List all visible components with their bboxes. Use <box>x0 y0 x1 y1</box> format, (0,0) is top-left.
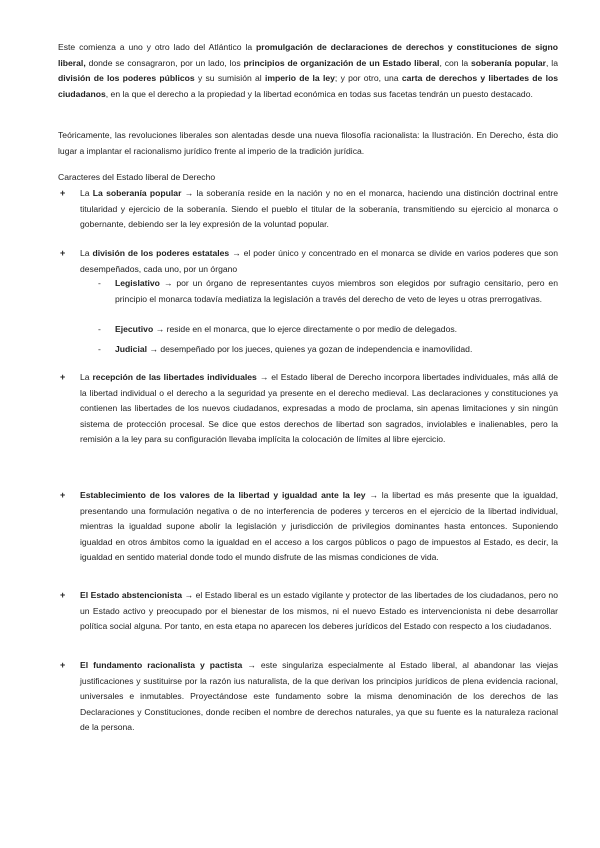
text-run: , con la <box>439 57 472 68</box>
item-title: Establecimiento de los valores de la libertad y igualdad ante la ley <box>80 490 366 500</box>
item-title: recepción de las libertades individuales <box>92 372 257 382</box>
item-body: → la soberanía reside en la nación y no en el monarca, haciendo una distinción doctrinal entre titularidad y ejercicio de la soberanía. Siendo el pueblo el titular de la soberanía, transmitiendo su ejercicio al monarca o gobernante, debiendo ser la ley expresión de la voluntad popular. <box>80 188 558 229</box>
list-item-fundamento <box>58 658 558 736</box>
text-run: Este comienza a uno y otro lado del Atlántico la <box>58 42 257 52</box>
item-title: El fundamento racionalista y pactista <box>80 660 243 670</box>
item-body: → este singulariza especialmente al Estado liberal, al abandonar las viejas justificaciones y sustituirse por la razón ius naturalista, de la que derivan los principios jurídicos de plena evidencia racional, universales e inmutables. Proyectándose este fundamento sobre la misma denominación de los derechos de las Declaraciones y Constituciones, donde reciben el nombre de derechos naturales, ya que su fuente es la naturaleza racional de la persona. <box>80 660 558 732</box>
sub-item-ejecutivo <box>98 322 558 338</box>
bold-run: soberanía popular <box>471 57 547 68</box>
text-run: La <box>80 188 93 198</box>
bold-run: carta de derechos y libertades de los ciudadanos <box>58 73 558 99</box>
plus-bullet-icon: + <box>60 660 66 670</box>
text-run: ; y por otro, una <box>334 73 402 83</box>
item-title: El Estado abstencionista <box>80 590 182 600</box>
item-title: división de los poderes estatales <box>92 248 230 258</box>
list-item-libertades <box>58 370 558 448</box>
plus-bullet-icon: + <box>60 590 66 600</box>
plus-bullet-icon: + <box>60 188 66 198</box>
item-body: → la libertad es más presente que la igualdad, presentando una formulación negativa o de no interferencia de poderes y terceros en el ejercicio de la libertad individual, mientras la igualdad supone abolir la legislación y jurisdicción de privilegios dominantes hasta entonces. Suponiendo igualdad en otros ámbitos como la igualdad en el acceso a los cargos públicos o pago de impuestos al Estado, es decir, la igualdad en sentido material donde todo el mundo disfrute de las mismas condiciones de vida. <box>80 490 559 562</box>
sub-item-judicial <box>98 342 558 358</box>
item-body: → el Estado liberal de Derecho incorpora libertades individuales, más allá de la libertad individual o el derecho a la seguridad ya presente en el derecho medieval. Las declaraciones y constituciones ya contienen las libertades de los nuevos ciudadanos, expresadas a modo de proclama, sin apenas limitaciones y sin ningún sistema de protección procesal. Se dice que estos derechos de libertad son sagrados, inviolables e inalienables, pero la remisión a la ley para su configuración llevaba implícita la colocación de límites al libre ejercicio. <box>80 372 558 444</box>
sub-item-legislativo <box>98 276 558 307</box>
sub-item-title: Ejecutivo <box>115 324 154 334</box>
section-heading: Caracteres del Estado liberal de Derecho <box>58 172 216 182</box>
plus-bullet-icon: + <box>60 248 66 258</box>
text-run: , en la que el derecho a la propiedad y la libertad económica en todas sus facetas tendrán un puesto destacado. <box>105 88 533 99</box>
plus-bullet-icon: + <box>60 490 66 500</box>
intro-paragraph-2: Teóricamente, las revoluciones liberales son alentadas desde una nueva filosofía racionalista: la Ilustración. En Derecho, ésta dio lugar a implantar el racionalismo jurídico frente al imperio de la tradición jurídica. <box>58 130 558 156</box>
dash-bullet-icon: - <box>98 324 101 334</box>
text-run: donde se consagraron, por un lado, los <box>85 57 244 68</box>
bold-run: principios de organización de un Estado liberal <box>243 57 440 68</box>
sub-item-title: Judicial <box>115 344 147 354</box>
list-item-libertad-igualdad <box>58 488 558 566</box>
item-body: → el Estado liberal es un estado vigilante y protector de las libertades de los ciudadanos, pero no un Estado activo y preocupado por el bienestar de los mismos, ni el nuevo Estado es intervencionista ni debe desarrollar política social alguna. Por tanto, en esta etapa no aparecen los deberes jurídicos del Estado con respecto a los ciudadanos. <box>80 590 558 631</box>
intro-paragraph-1 <box>58 40 558 102</box>
list-item-division-poderes <box>58 246 558 277</box>
sub-item-body: → reside en el monarca, que lo ejerce directamente o por medio de delegados. <box>153 324 458 334</box>
bold-run: división de los poderes públicos <box>58 73 195 83</box>
item-body: → el poder único y concentrado en el monarca se divide en varios poderes que son desempeñados, cada uno, por un órgano <box>80 248 558 274</box>
list-item-abstencionista <box>58 588 558 635</box>
sub-item-title: Legislativo <box>115 278 160 288</box>
text-run: La <box>80 372 93 382</box>
plus-bullet-icon: + <box>60 372 66 382</box>
text-run: y su sumisión al <box>194 73 265 83</box>
bold-run: imperio de la ley <box>264 73 335 83</box>
list-item-soberania <box>58 186 558 233</box>
dash-bullet-icon: - <box>98 278 101 288</box>
text-run: La <box>80 248 93 258</box>
sub-item-body: → por un órgano de representantes cuyos miembros son elegidos por sufragio censitario, pero en principio el monarca todavía mediatiza la legislación a través del derecho de veto de leyes u otras prerrogativas. <box>115 278 558 304</box>
bold-run: promulgación de declaraciones de derechos y constituciones de signo liberal, <box>58 42 558 68</box>
dash-bullet-icon: - <box>98 344 101 354</box>
text-run: , la <box>546 57 558 68</box>
sub-item-body: → desempeñado por los jueces, quienes ya gozan de independencia e inamovilidad. <box>147 344 473 354</box>
item-title: La soberanía popular <box>92 188 182 198</box>
